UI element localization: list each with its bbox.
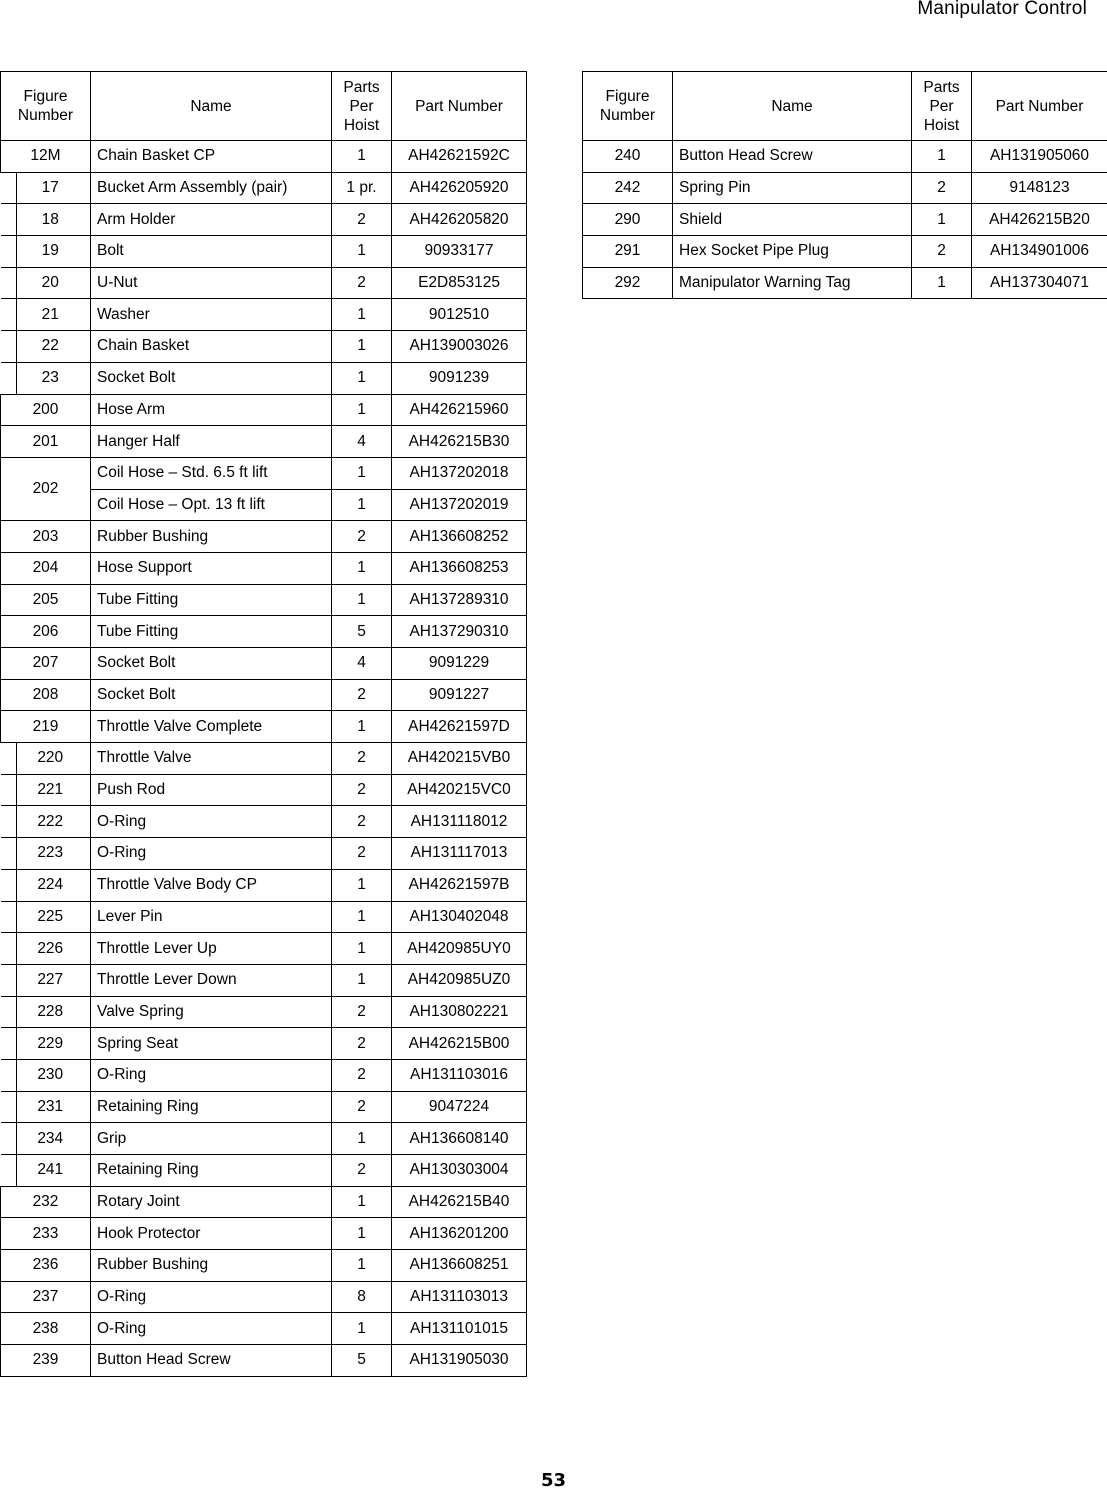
table-row <box>1 1281 527 1313</box>
part-name-cell: Retaining Ring <box>91 1155 332 1187</box>
parts-per-hoist-cell: 2 <box>332 774 392 806</box>
column-header-part: Part Number <box>392 72 527 141</box>
parts-per-hoist-cell: 2 <box>912 172 972 204</box>
parts-per-hoist-cell: 1 <box>332 1313 392 1345</box>
part-name-cell: Socket Bolt <box>91 648 332 680</box>
part-number-cell: AH131905060 <box>972 141 1107 173</box>
part-number-cell: AH139003026 <box>392 331 527 363</box>
part-number-cell: 9091229 <box>392 648 527 680</box>
table-row <box>1 457 527 489</box>
page-number: 53 <box>0 1470 1107 1491</box>
figure-number-cell: 226 <box>1 933 91 965</box>
parts-per-hoist-cell: 1 <box>332 901 392 933</box>
table-row <box>1 743 527 775</box>
figure-number-cell: 204 <box>1 552 91 584</box>
table-row <box>1 141 527 173</box>
parts-per-hoist-cell: 1 <box>332 299 392 331</box>
table-row <box>583 172 1107 204</box>
part-number-cell: AH137289310 <box>392 584 527 616</box>
table-row <box>1 584 527 616</box>
table-row <box>1 679 527 711</box>
part-number-cell: AH131905030 <box>392 1345 527 1377</box>
table-row <box>1 1186 527 1218</box>
figure-number-cell: 291 <box>583 236 673 268</box>
part-name-cell: Rotary Joint <box>91 1186 332 1218</box>
figure-number-cell: 221 <box>1 774 91 806</box>
parts-per-hoist-cell: 1 <box>332 1250 392 1282</box>
figure-number-cell: 292 <box>583 267 673 299</box>
part-name-cell: Throttle Valve Complete <box>91 711 332 743</box>
part-number-cell: AH426215B30 <box>392 426 527 458</box>
part-number-cell: AH426215B40 <box>392 1186 527 1218</box>
parts-per-hoist-cell: 4 <box>332 426 392 458</box>
parts-per-hoist-cell: 1 <box>332 1218 392 1250</box>
figure-number-cell: 239 <box>1 1345 91 1377</box>
part-number-cell: AH420985UY0 <box>392 933 527 965</box>
part-number-cell: 9148123 <box>972 172 1107 204</box>
part-name-cell: Tube Fitting <box>91 584 332 616</box>
part-number-cell: AH136201200 <box>392 1218 527 1250</box>
part-number-cell: AH420215VB0 <box>392 743 527 775</box>
parts-per-hoist-cell: 2 <box>332 838 392 870</box>
figure-number-cell: 232 <box>1 1186 91 1218</box>
figure-number-cell: 231 <box>1 1091 91 1123</box>
figure-number-cell: 201 <box>1 426 91 458</box>
figure-number-cell: 220 <box>1 743 91 775</box>
figure-number-cell: 12M <box>1 141 91 173</box>
part-number-cell: AH131118012 <box>392 806 527 838</box>
table-row <box>1 774 527 806</box>
figure-number-cell: 17 <box>1 172 91 204</box>
part-number-cell: AH136608251 <box>392 1250 527 1282</box>
part-name-cell: Retaining Ring <box>91 1091 332 1123</box>
figure-number-cell: 238 <box>1 1313 91 1345</box>
parts-per-hoist-cell: 2 <box>332 1155 392 1187</box>
figure-number-cell: 20 <box>1 267 91 299</box>
part-name-cell: Coil Hose – Opt. 13 ft lift <box>91 489 332 521</box>
part-number-cell: AH131103013 <box>392 1281 527 1313</box>
part-name-cell: Throttle Valve <box>91 743 332 775</box>
part-number-cell: AH42621597D <box>392 711 527 743</box>
part-name-cell: Hanger Half <box>91 426 332 458</box>
table-row <box>583 204 1107 236</box>
figure-number-cell: 229 <box>1 1028 91 1060</box>
table-row <box>1 901 527 933</box>
part-name-cell: Spring Pin <box>673 172 912 204</box>
figure-number-cell: 206 <box>1 616 91 648</box>
figure-number-cell: 234 <box>1 1123 91 1155</box>
column-header-qty: Parts Per Hoist <box>912 72 972 141</box>
figure-number-cell: 233 <box>1 1218 91 1250</box>
part-number-cell: 9047224 <box>392 1091 527 1123</box>
part-name-cell: Spring Seat <box>91 1028 332 1060</box>
part-name-cell: Throttle Valve Body CP <box>91 869 332 901</box>
table-row <box>1 869 527 901</box>
part-number-cell: AH130802221 <box>392 996 527 1028</box>
figure-number-cell: 202 <box>1 457 91 520</box>
parts-per-hoist-cell: 5 <box>332 1345 392 1377</box>
table-row <box>1 299 527 331</box>
table-row <box>1 933 527 965</box>
table-header-row <box>1 72 527 141</box>
parts-table-left-body <box>1 141 527 1377</box>
table-row <box>1 1345 527 1377</box>
figure-number-cell: 237 <box>1 1281 91 1313</box>
part-number-cell: AH137290310 <box>392 616 527 648</box>
part-number-cell: AH426215B20 <box>972 204 1107 236</box>
table-row <box>1 1155 527 1187</box>
figure-number-cell: 203 <box>1 521 91 553</box>
part-name-cell: Bolt <box>91 236 332 268</box>
figure-number-cell: 23 <box>1 362 91 394</box>
table-row <box>1 1028 527 1060</box>
parts-per-hoist-cell: 1 <box>332 1123 392 1155</box>
parts-per-hoist-cell: 1 <box>332 489 392 521</box>
part-name-cell: Hose Support <box>91 552 332 584</box>
figure-number-cell: 222 <box>1 806 91 838</box>
parts-per-hoist-cell: 5 <box>332 616 392 648</box>
parts-per-hoist-cell: 1 <box>332 331 392 363</box>
figure-number-cell: 240 <box>583 141 673 173</box>
figure-number-cell: 18 <box>1 204 91 236</box>
parts-per-hoist-cell: 1 <box>912 204 972 236</box>
table-row <box>1 1091 527 1123</box>
part-number-cell: AH426215960 <box>392 394 527 426</box>
part-number-cell: AH426205820 <box>392 204 527 236</box>
table-row <box>1 806 527 838</box>
part-number-cell: 9091239 <box>392 362 527 394</box>
parts-per-hoist-cell: 1 <box>332 711 392 743</box>
part-name-cell: Rubber Bushing <box>91 521 332 553</box>
part-number-cell: 9091227 <box>392 679 527 711</box>
parts-table-left <box>0 71 527 1377</box>
parts-per-hoist-cell: 1 <box>332 1186 392 1218</box>
part-name-cell: Socket Bolt <box>91 362 332 394</box>
page-header-title: Manipulator Control <box>917 0 1087 20</box>
parts-per-hoist-cell: 2 <box>332 806 392 838</box>
part-name-cell: Bucket Arm Assembly (pair) <box>91 172 332 204</box>
table-row <box>1 616 527 648</box>
parts-per-hoist-cell: 2 <box>332 1028 392 1060</box>
parts-per-hoist-cell: 2 <box>912 236 972 268</box>
parts-per-hoist-cell: 1 <box>912 267 972 299</box>
figure-number-cell: 207 <box>1 648 91 680</box>
part-name-cell: Shield <box>673 204 912 236</box>
parts-per-hoist-cell: 1 <box>332 964 392 996</box>
parts-per-hoist-cell: 2 <box>332 521 392 553</box>
table-row <box>1 1313 527 1345</box>
parts-table-right-body <box>583 141 1107 299</box>
part-name-cell: Hose Arm <box>91 394 332 426</box>
parts-per-hoist-cell: 1 <box>332 869 392 901</box>
part-name-cell: Hex Socket Pipe Plug <box>673 236 912 268</box>
part-name-cell: Manipulator Warning Tag <box>673 267 912 299</box>
part-name-cell: O-Ring <box>91 1059 332 1091</box>
part-number-cell: E2D853125 <box>392 267 527 299</box>
parts-per-hoist-cell: 1 <box>332 552 392 584</box>
table-row <box>1 711 527 743</box>
part-number-cell: AH426205920 <box>392 172 527 204</box>
part-number-cell: AH420985UZ0 <box>392 964 527 996</box>
part-number-cell: AH420215VC0 <box>392 774 527 806</box>
part-number-cell: AH426215B00 <box>392 1028 527 1060</box>
figure-number-cell: 200 <box>1 394 91 426</box>
parts-per-hoist-cell: 1 <box>332 457 392 489</box>
figure-number-cell: 224 <box>1 869 91 901</box>
part-number-cell: AH131101015 <box>392 1313 527 1345</box>
column-header-name: Name <box>673 72 912 141</box>
part-name-cell: Rubber Bushing <box>91 1250 332 1282</box>
parts-per-hoist-cell: 2 <box>332 267 392 299</box>
part-name-cell: Push Rod <box>91 774 332 806</box>
part-name-cell: Throttle Lever Up <box>91 933 332 965</box>
part-name-cell: Tube Fitting <box>91 616 332 648</box>
part-number-cell: AH136608253 <box>392 552 527 584</box>
figure-number-cell: 227 <box>1 964 91 996</box>
table-row <box>1 362 527 394</box>
table-row <box>1 648 527 680</box>
part-name-cell: Washer <box>91 299 332 331</box>
parts-per-hoist-cell: 4 <box>332 648 392 680</box>
column-header-name: Name <box>91 72 332 141</box>
table-row <box>1 172 527 204</box>
part-name-cell: Grip <box>91 1123 332 1155</box>
figure-number-cell: 208 <box>1 679 91 711</box>
table-row <box>1 426 527 458</box>
table-row <box>1 1218 527 1250</box>
table-row <box>1 236 527 268</box>
table-header-row <box>583 72 1107 141</box>
part-number-cell: AH137202019 <box>392 489 527 521</box>
table-row <box>583 236 1107 268</box>
parts-per-hoist-cell: 1 <box>332 141 392 173</box>
part-name-cell: Hook Protector <box>91 1218 332 1250</box>
column-header-qty: Parts Per Hoist <box>332 72 392 141</box>
table-row <box>1 996 527 1028</box>
column-header-figure: Figure Number <box>583 72 673 141</box>
table-row <box>1 1059 527 1091</box>
part-number-cell: AH136608140 <box>392 1123 527 1155</box>
figure-number-cell: 230 <box>1 1059 91 1091</box>
part-number-cell: AH137304071 <box>972 267 1107 299</box>
table-row <box>1 331 527 363</box>
part-name-cell: O-Ring <box>91 1313 332 1345</box>
table-row <box>1 552 527 584</box>
parts-per-hoist-cell: 1 pr. <box>332 172 392 204</box>
figure-number-cell: 205 <box>1 584 91 616</box>
figure-number-cell: 19 <box>1 236 91 268</box>
part-name-cell: Chain Basket <box>91 331 332 363</box>
figure-number-cell: 22 <box>1 331 91 363</box>
parts-per-hoist-cell: 2 <box>332 1091 392 1123</box>
part-name-cell: Valve Spring <box>91 996 332 1028</box>
part-name-cell: Arm Holder <box>91 204 332 236</box>
part-name-cell: Button Head Screw <box>91 1345 332 1377</box>
figure-number-cell: 21 <box>1 299 91 331</box>
figure-number-cell: 228 <box>1 996 91 1028</box>
part-name-cell: Socket Bolt <box>91 679 332 711</box>
parts-per-hoist-cell: 2 <box>332 679 392 711</box>
figure-number-cell: 219 <box>1 711 91 743</box>
figure-number-cell: 225 <box>1 901 91 933</box>
parts-per-hoist-cell: 1 <box>332 236 392 268</box>
table-row <box>1 267 527 299</box>
part-number-cell: 90933177 <box>392 236 527 268</box>
table-row <box>1 1123 527 1155</box>
part-name-cell: Button Head Screw <box>673 141 912 173</box>
part-name-cell: Lever Pin <box>91 901 332 933</box>
table-row <box>1 394 527 426</box>
figure-number-cell: 242 <box>583 172 673 204</box>
parts-per-hoist-cell: 2 <box>332 204 392 236</box>
figure-number-cell: 241 <box>1 1155 91 1187</box>
table-row <box>1 1250 527 1282</box>
table-row <box>1 521 527 553</box>
part-number-cell: AH136608252 <box>392 521 527 553</box>
column-header-figure: Figure Number <box>1 72 91 141</box>
part-number-cell: AH42621597B <box>392 869 527 901</box>
figure-number-cell: 223 <box>1 838 91 870</box>
table-row <box>1 838 527 870</box>
parts-per-hoist-cell: 1 <box>332 933 392 965</box>
part-number-cell: AH134901006 <box>972 236 1107 268</box>
parts-per-hoist-cell: 1 <box>912 141 972 173</box>
figure-number-cell: 236 <box>1 1250 91 1282</box>
part-number-cell: AH131117013 <box>392 838 527 870</box>
table-row <box>583 141 1107 173</box>
parts-per-hoist-cell: 2 <box>332 1059 392 1091</box>
table-row <box>1 964 527 996</box>
part-name-cell: Chain Basket CP <box>91 141 332 173</box>
table-row <box>583 267 1107 299</box>
parts-per-hoist-cell: 1 <box>332 584 392 616</box>
part-number-cell: AH137202018 <box>392 457 527 489</box>
figure-number-cell: 290 <box>583 204 673 236</box>
part-name-cell: U-Nut <box>91 267 332 299</box>
part-number-cell: AH131103016 <box>392 1059 527 1091</box>
parts-per-hoist-cell: 8 <box>332 1281 392 1313</box>
part-name-cell: O-Ring <box>91 806 332 838</box>
part-name-cell: Throttle Lever Down <box>91 964 332 996</box>
parts-per-hoist-cell: 1 <box>332 362 392 394</box>
part-number-cell: AH42621592C <box>392 141 527 173</box>
part-name-cell: O-Ring <box>91 1281 332 1313</box>
part-name-cell: O-Ring <box>91 838 332 870</box>
table-row <box>1 204 527 236</box>
parts-per-hoist-cell: 2 <box>332 996 392 1028</box>
part-name-cell: Coil Hose – Std. 6.5 ft lift <box>91 457 332 489</box>
part-number-cell: AH130402048 <box>392 901 527 933</box>
part-number-cell: AH130303004 <box>392 1155 527 1187</box>
parts-table-right <box>582 71 1107 299</box>
parts-per-hoist-cell: 1 <box>332 394 392 426</box>
column-header-part: Part Number <box>972 72 1107 141</box>
parts-per-hoist-cell: 2 <box>332 743 392 775</box>
part-number-cell: 9012510 <box>392 299 527 331</box>
